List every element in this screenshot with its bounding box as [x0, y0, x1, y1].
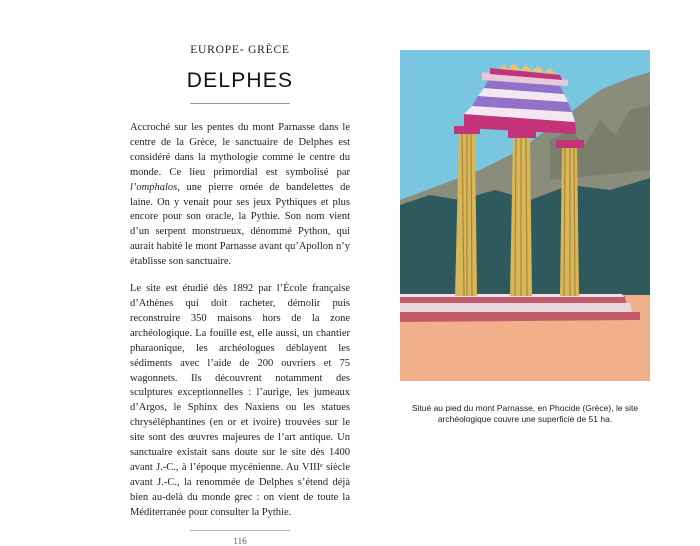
paragraph-1-text-b: , une pierre ornée de bandelettes de laine. On y venait pour ses jeux Pythiques et plus encore pour son oracle, la Pythie. Son nom vient d’un serpent monstrueux, dénommé Python, qui aurait habité le mont Parnasse avant qu’Apollon n’y établisse son sanctuaire.: [130, 181, 350, 268]
region-kicker: EUROPE- GRÈCE: [190, 44, 290, 56]
paragraph-1-text-a: Accroché sur les pentes du mont Parnasse dans le centre de la Grèce, le sanctuaire de Delphes est considéré dans la mythologie comme le centre du monde. Ce lieu primordial est symbolisé par: [130, 122, 350, 178]
right-page: [400, 50, 650, 426]
paragraph-2-text-b: siècle avant J.-C., la renommée de Delphes s’étend déjà bien au-delà du monde grec : on vient de toute la Méditerranée pour consulter la Pythie.: [130, 461, 350, 518]
tholos-illustration: [400, 50, 650, 381]
paragraph-2-text-a: Le site est étudié dès 1892 par l’École française d’Athènes qui doit racheter, démolir puis reconstruire 350 maisons hors de la zone archéologique. La fouille est, elle aussi, un chantier pharaonique, les archéologues déblayent les sédiments avec l’aide de 200 ouvriers et 75 wagonnets. Ils découvrent notamment des sculptures exceptionnelles : l’aurige, les jumeaux d’Argos, le Sphinx des Naxiens ou les statues chryséléphantines (en or et ivoire) trouvées sur le site sont des œuvres majeures de l’art antique. Un sanctuaire existait sans doute sur le site dès 1400 avant J.-C., à l’époque mycénienne. Au: [130, 283, 350, 473]
omphalos-term: l’omphalos: [130, 181, 178, 193]
paragraph-1: [130, 121, 350, 270]
article-body: [130, 121, 350, 521]
century-numeral: VIIIᵉ: [302, 461, 323, 473]
platform-step-2: [400, 296, 626, 303]
page-number: 116: [233, 535, 247, 546]
footer-divider: [190, 530, 290, 531]
platform-step-1: [400, 303, 632, 312]
left-page: [130, 40, 350, 546]
page-title: DELPHES: [186, 69, 294, 92]
image-caption: Situé au pied du mont Parnasse, en Phocide (Grèce), le site archéologique couvre une superficie de 51 ha.: [411, 403, 639, 425]
paragraph-2: [130, 282, 350, 521]
title-divider: [190, 103, 290, 104]
